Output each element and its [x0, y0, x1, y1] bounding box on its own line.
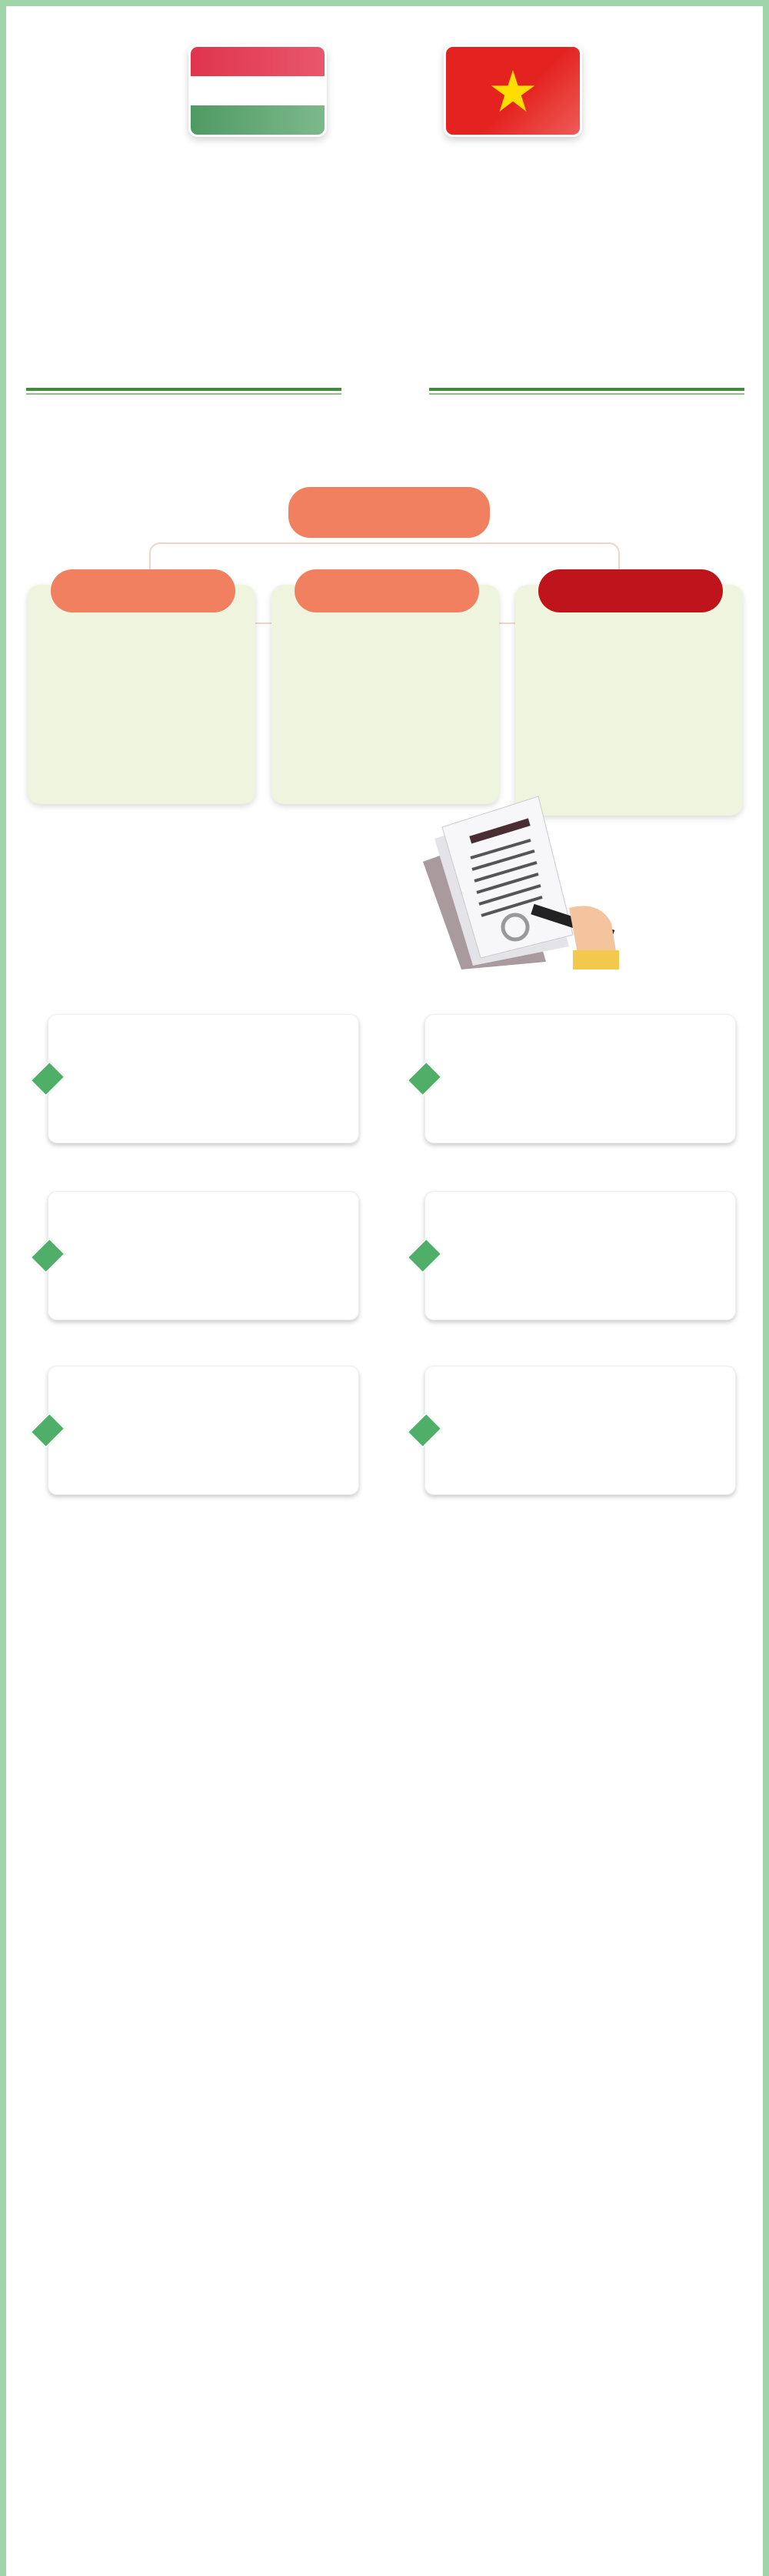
agreement-item — [48, 1366, 359, 1495]
agreement-item — [424, 1191, 736, 1320]
hungary-flag-icon — [188, 45, 327, 137]
agreement-item — [424, 1014, 736, 1143]
signing-document-icon — [415, 792, 638, 969]
timeline-date — [538, 569, 723, 612]
agreement-item — [424, 1366, 736, 1495]
timeline-card-2018 — [28, 585, 255, 804]
agreement-item — [48, 1191, 359, 1320]
timeline-card-2020 — [271, 585, 499, 804]
timeline-main-date — [288, 487, 490, 538]
vietnam-flag-icon — [444, 45, 582, 137]
timeline-card-2024 — [515, 585, 743, 816]
timeline-date — [295, 569, 479, 612]
agreement-item — [48, 1014, 359, 1143]
timeline-date — [51, 569, 235, 612]
divider-right — [429, 388, 744, 402]
divider-left — [26, 388, 341, 402]
